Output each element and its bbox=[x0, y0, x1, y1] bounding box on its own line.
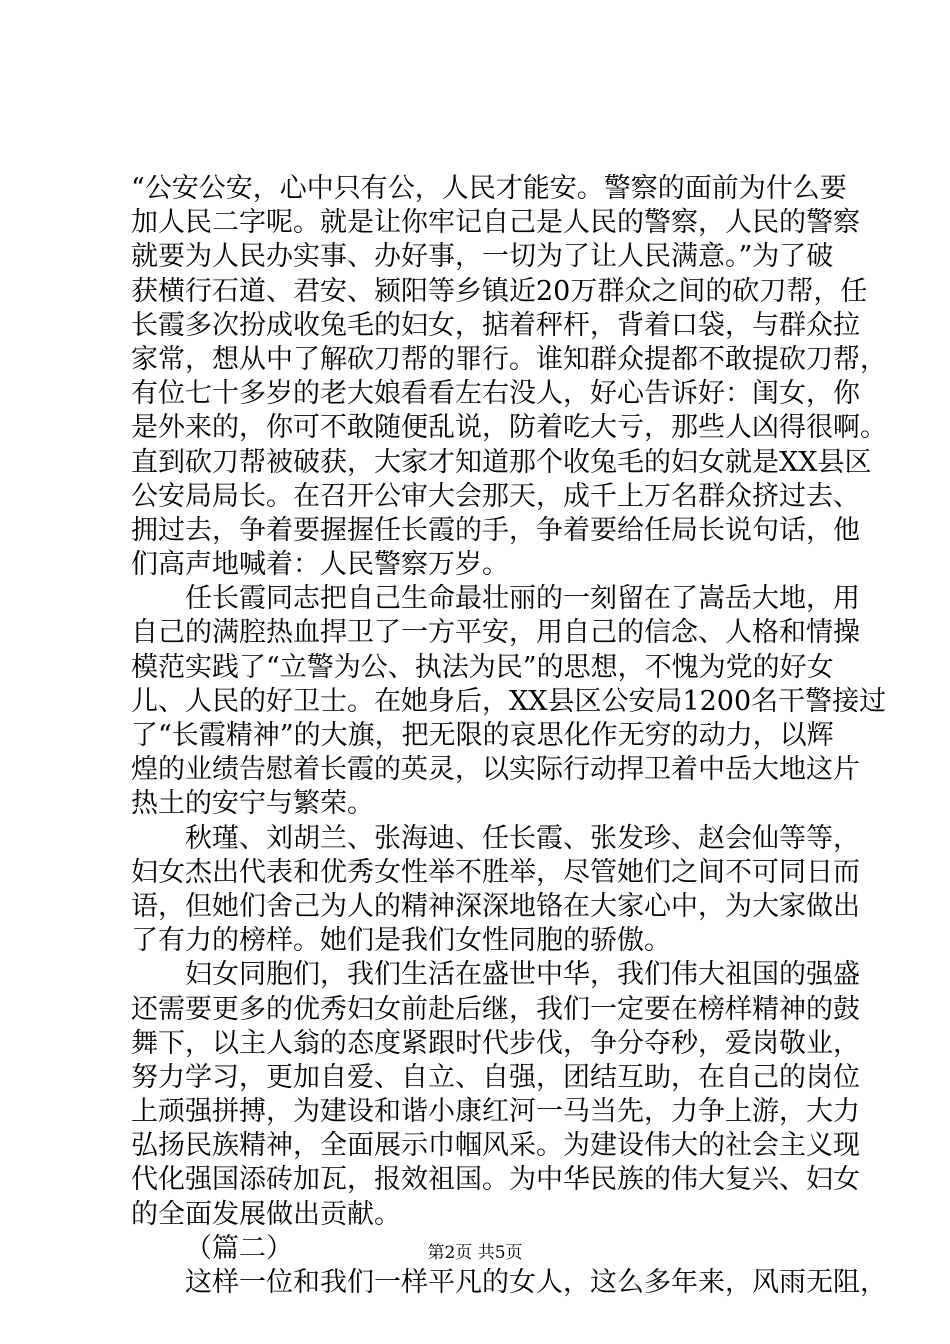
text-line: 上顽强拼搏，为建设和谐小康红河一马当先，力争上游，大力 bbox=[131, 1096, 860, 1128]
document-body bbox=[131, 172, 887, 1300]
paragraph-first-line: 这样一位和我们一样平凡的女人，这么多年来，风雨无阻， bbox=[185, 1267, 887, 1298]
text-line: 努力学习，更加自爱、自立、自强，团结互助，在自己的岗位 bbox=[131, 1061, 860, 1093]
text-line: 获横行石道、君安、颍阳等乡镇近20万群众之间的砍刀帮，任 bbox=[131, 275, 868, 307]
text-line: 热土的安宁与繁荣。 bbox=[131, 788, 374, 820]
text-line: 弘扬民族精神，全面展示巾帼风采。为建设伟大的社会主义现 bbox=[131, 1130, 860, 1162]
text-line: 家常，想从中了解砍刀帮的罪行。谁知群众提都不敢提砍刀帮， bbox=[131, 343, 887, 375]
text-line: 代化强国添砖加瓦，报效祖国。为中华民族的伟大复兴、妇女 bbox=[131, 1164, 860, 1196]
text-line: 有位七十多岁的老大娘看看左右没人，好心告诉好：闺女，你 bbox=[131, 378, 860, 410]
paragraph-first-line: 妇女同胞们，我们生活在盛世中华，我们伟大祖国的强盛 bbox=[185, 959, 860, 991]
text-line: 了有力的榜样。她们是我们女性同胞的骄傲。 bbox=[131, 925, 671, 957]
text-line: 语，但她们舍己为人的精神深深地铬在大家心中，为大家做出 bbox=[131, 890, 860, 922]
text-line: 舞下，以主人翁的态度紧跟时代步伐，争分夺秒，爱岗敬业， bbox=[131, 1027, 860, 1059]
text-line: 自己的满腔热血捍卫了一方平安，用自己的信念、人格和情操 bbox=[131, 617, 860, 649]
text-line: 还需要更多的优秀妇女前赴后继，我们一定要在榜样精神的鼓 bbox=[131, 993, 860, 1025]
text-line: 儿、人民的好卫士。在她身后，XX县区公安局1200名干警接过 bbox=[131, 685, 887, 717]
text-line: 煌的业绩告慰着长霞的英灵，以实际行动捍卫着中岳大地这片 bbox=[131, 754, 860, 786]
text-line: 长霞多次扮成收兔毛的妇女，掂着秤杆，背着口袋，与群众拉 bbox=[131, 309, 860, 341]
text-line: 了“长霞精神”的大旗，把无限的哀思化作无穷的动力，以辉 bbox=[131, 720, 834, 751]
text-line: 妇女杰出代表和优秀女性举不胜举，尽管她们之间不可同日而 bbox=[131, 856, 860, 888]
text-line: 加人民二字呢。就是让你牢记自己是人民的警察，人民的警察 bbox=[131, 207, 860, 239]
text-line: 拥过去，争着要握握任长霞的手，争着要给任局长说句话，他 bbox=[131, 514, 860, 546]
text-line: 的全面发展做出贡献。 bbox=[131, 1198, 401, 1230]
text-line: 公安局局长。在召开公审大会那天，成千上万名群众挤过去、 bbox=[131, 480, 860, 512]
paragraph-first-line: 秋瑾、刘胡兰、张海迪、任长霞、张发珍、赵会仙等等， bbox=[185, 822, 860, 854]
text-line: 们高声地喊着：人民警察万岁。 bbox=[131, 549, 509, 581]
page-footer: 第2页 共5页 bbox=[427, 1243, 523, 1263]
text-line: 是外来的，你可不敢随便乱说，防着吃大亏，那些人凶得很啊。 bbox=[131, 412, 887, 444]
text-line: 直到砍刀帮被破获，大家才知道那个收兔毛的妇女就是XX县区 bbox=[131, 446, 872, 478]
paragraph-first-line: 任长霞同志把自己生命最壮丽的一刻留在了嵩岳大地，用 bbox=[185, 583, 860, 615]
text-line: 就要为人民办实事、办好事，一切为了让人民满意。”为了破 bbox=[131, 241, 834, 273]
section-heading: （篇二） bbox=[185, 1232, 293, 1264]
text-line: 模范实践了“立警为公、执法为民”的思想，不愧为党的好女 bbox=[131, 651, 834, 683]
text-line: “公安公安，心中只有公，人民才能安。警察的面前为什么要 bbox=[131, 173, 847, 204]
